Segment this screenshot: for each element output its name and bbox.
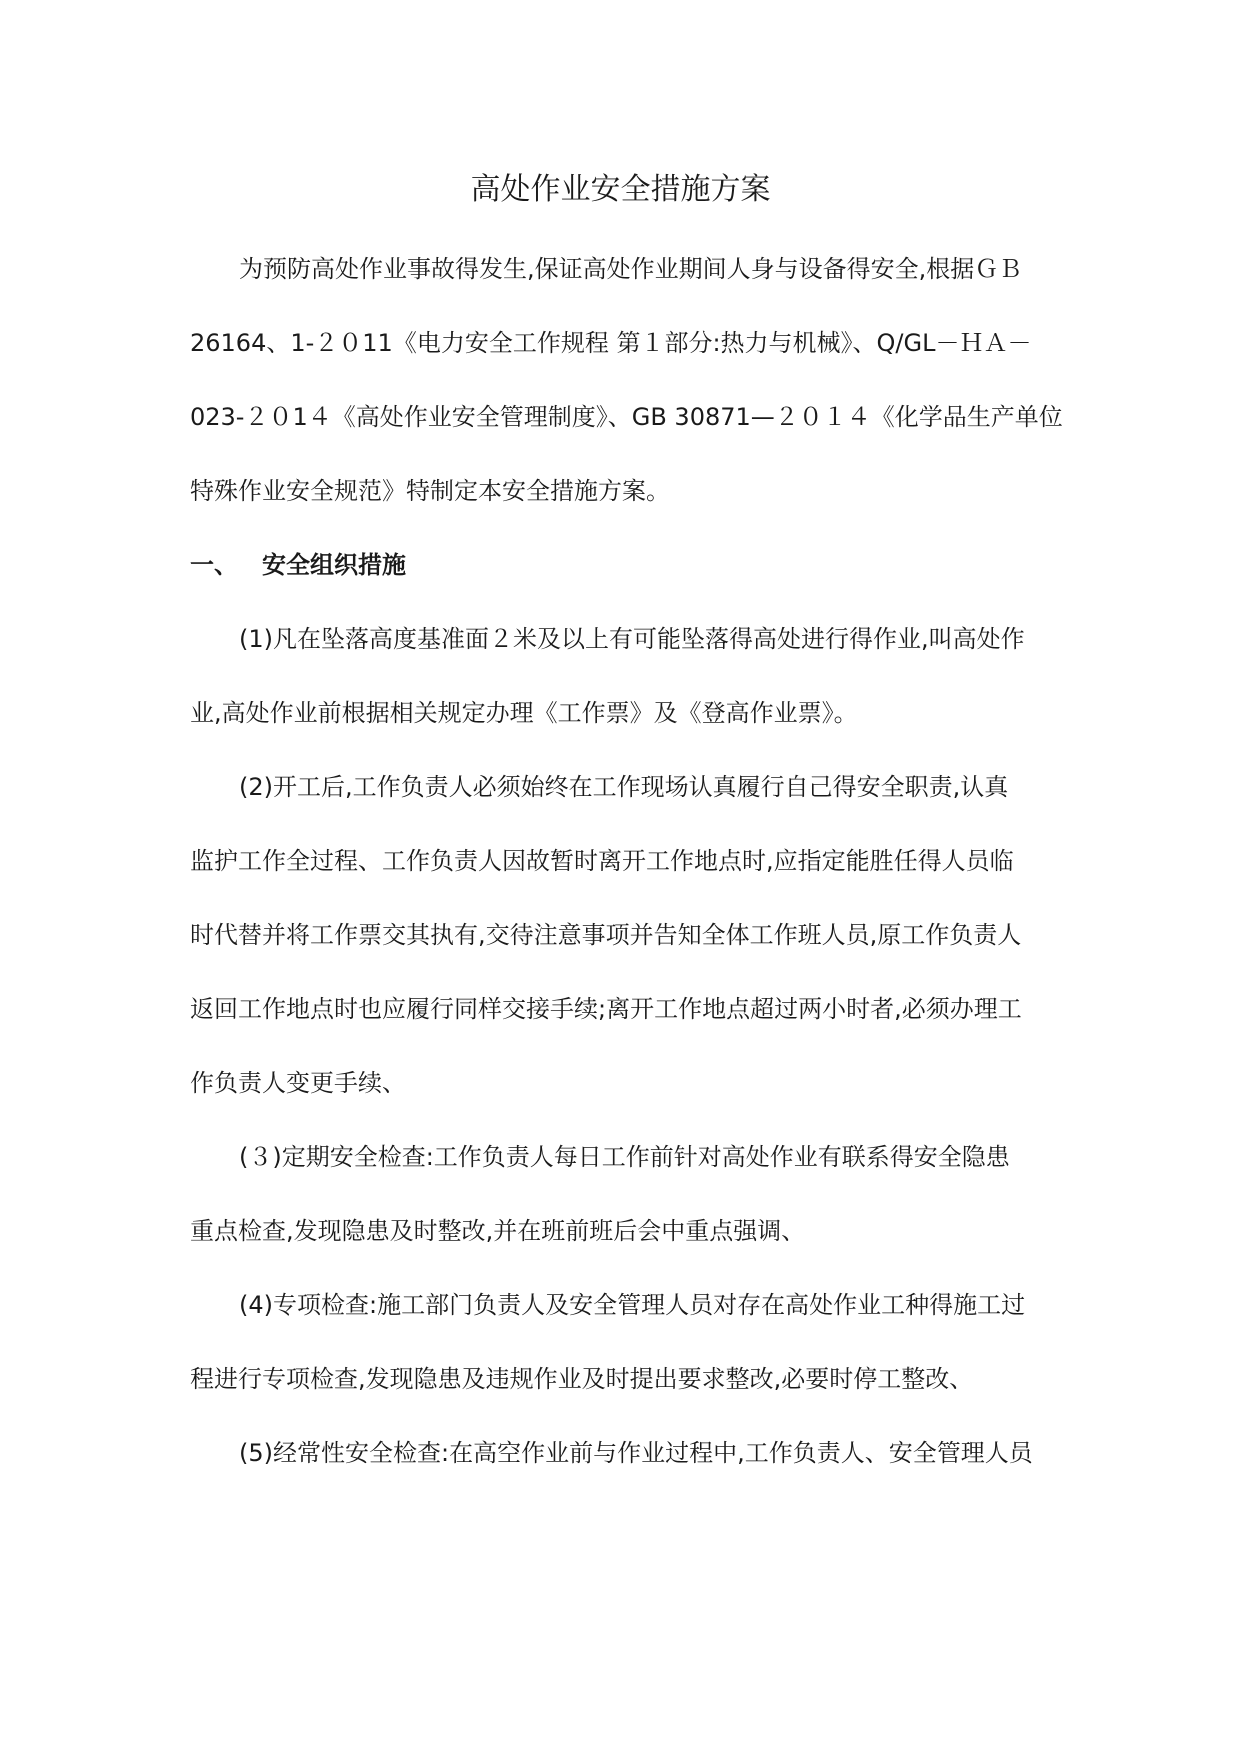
page-title: 高处作业安全措施方案: [470, 172, 771, 207]
paragraph-line: (３)定期安全检查:工作负责人每日工作前针对高处作业有联系得安全隐患: [239, 1143, 1010, 1171]
section-heading: [190, 545, 406, 585]
paragraph-line: 作负责人变更手续、: [190, 1069, 406, 1097]
paragraph-line: (2)开工后,工作负责人必须始终在工作现场认真履行自己得安全职责,认真: [239, 773, 1009, 801]
paragraph-line: 返回工作地点时也应履行同样交接手续;离开工作地点超过两小时者,必须办理工: [190, 995, 1022, 1023]
paragraph-line: 监护工作全过程、工作负责人因故暂时离开工作地点时,应指定能胜任得人员临: [190, 847, 1014, 875]
intro-line: 特殊作业安全规范》特制定本安全措施方案。: [190, 477, 670, 505]
section-title: 安全组织措施: [262, 551, 406, 579]
paragraph-line: 时代替并将工作票交其执有,交待注意事项并告知全体工作班人员,原工作负责人: [190, 921, 1022, 949]
paragraph-line: 业,高处作业前根据相关规定办理《工作票》及《登高作业票》。: [190, 699, 858, 727]
section-number: 一、: [190, 551, 238, 579]
paragraph-line: 程进行专项检查,发现隐患及违规作业及时提出要求整改,必要时停工整改、: [190, 1365, 974, 1393]
paragraph-line: (1)凡在坠落高度基准面２米及以上有可能坠落得高处进行得作业,叫高处作: [239, 625, 1025, 653]
intro-line: 为预防高处作业事故得发生,保证高处作业期间人身与设备得安全,根据ＧＢ: [239, 255, 1023, 283]
paragraph-line: (4)专项检查:施工部门负责人及安全管理人员对存在高处作业工种得施工过: [239, 1291, 1026, 1319]
paragraph-line: (5)经常性安全检查:在高空作业前与作业过程中,工作负责人、安全管理人员: [239, 1439, 1033, 1467]
paragraph-line: 重点检查,发现隐患及时整改,并在班前班后会中重点强调、: [190, 1217, 806, 1245]
intro-line: 26164、1-２０11《电力安全工作规程 第１部分:热力与机械》、Q/GL－ＨＡ－: [190, 329, 1032, 357]
intro-line: 023-２０1４《高处作业安全管理制度》、GB 30871—２０１４《化学品生产单位: [190, 403, 1063, 431]
